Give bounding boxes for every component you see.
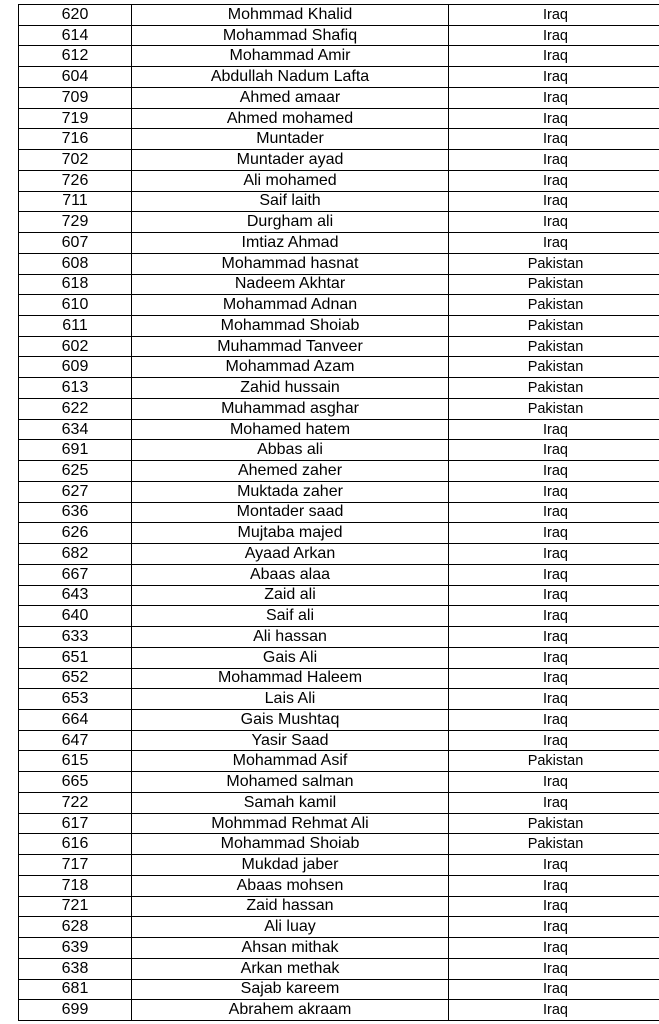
country-cell: Iraq xyxy=(449,419,659,440)
table-row xyxy=(19,917,659,938)
country-cell: Iraq xyxy=(449,150,659,171)
country-cell: Iraq xyxy=(449,440,659,461)
name-cell: Ahsan mithak xyxy=(132,938,449,959)
table-row xyxy=(19,502,659,523)
table-row xyxy=(19,25,659,46)
name-cell: Ahemed zaher xyxy=(132,461,449,482)
id-cell: 608 xyxy=(19,253,132,274)
country-cell: Iraq xyxy=(449,938,659,959)
id-cell: 628 xyxy=(19,917,132,938)
country-cell: Iraq xyxy=(449,25,659,46)
name-cell: Mohammad Amir xyxy=(132,46,449,67)
name-cell: Mohammad Haleem xyxy=(132,668,449,689)
table-row xyxy=(19,274,659,295)
table-row xyxy=(19,5,659,26)
table-row xyxy=(19,627,659,648)
country-cell: Pakistan xyxy=(449,834,659,855)
name-cell: Mujtaba majed xyxy=(132,523,449,544)
country-cell: Iraq xyxy=(449,1000,659,1021)
name-cell: Zahid hussain xyxy=(132,378,449,399)
table-row xyxy=(19,233,659,254)
country-cell: Iraq xyxy=(449,585,659,606)
id-cell: 651 xyxy=(19,647,132,668)
country-cell: Iraq xyxy=(449,191,659,212)
name-cell: Imtiaz Ahmad xyxy=(132,233,449,254)
name-cell: Lais Ali xyxy=(132,689,449,710)
table-row xyxy=(19,730,659,751)
id-cell: 716 xyxy=(19,129,132,150)
name-cell: Ali mohamed xyxy=(132,170,449,191)
id-cell: 633 xyxy=(19,627,132,648)
country-cell: Iraq xyxy=(449,87,659,108)
name-cell: Gais Mushtaq xyxy=(132,709,449,730)
country-cell: Iraq xyxy=(449,917,659,938)
country-cell: Pakistan xyxy=(449,253,659,274)
id-cell: 638 xyxy=(19,958,132,979)
id-cell: 614 xyxy=(19,25,132,46)
country-cell: Iraq xyxy=(449,730,659,751)
table-row xyxy=(19,834,659,855)
country-cell: Iraq xyxy=(449,129,659,150)
id-cell: 643 xyxy=(19,585,132,606)
country-cell: Iraq xyxy=(449,502,659,523)
name-cell: Mohammad Asif xyxy=(132,751,449,772)
country-cell: Pakistan xyxy=(449,336,659,357)
id-cell: 667 xyxy=(19,564,132,585)
table-row xyxy=(19,875,659,896)
name-cell: Ahmed amaar xyxy=(132,87,449,108)
name-cell: Mohamed hatem xyxy=(132,419,449,440)
id-cell: 613 xyxy=(19,378,132,399)
id-cell: 702 xyxy=(19,150,132,171)
table-row xyxy=(19,212,659,233)
country-cell: Iraq xyxy=(449,461,659,482)
table-row xyxy=(19,855,659,876)
id-cell: 612 xyxy=(19,46,132,67)
table-row xyxy=(19,419,659,440)
country-cell: Iraq xyxy=(449,523,659,544)
table-row xyxy=(19,606,659,627)
name-cell: Mohammad Azam xyxy=(132,357,449,378)
name-cell: Abaas alaa xyxy=(132,564,449,585)
table-row xyxy=(19,378,659,399)
id-cell: 620 xyxy=(19,5,132,26)
country-cell: Iraq xyxy=(449,896,659,917)
table-row xyxy=(19,1000,659,1021)
table-row xyxy=(19,896,659,917)
table-row xyxy=(19,813,659,834)
country-cell: Iraq xyxy=(449,170,659,191)
id-cell: 717 xyxy=(19,855,132,876)
id-cell: 682 xyxy=(19,544,132,565)
country-cell: Iraq xyxy=(449,233,659,254)
name-cell: Nadeem Akhtar xyxy=(132,274,449,295)
id-cell: 622 xyxy=(19,398,132,419)
name-cell: Samah kamil xyxy=(132,792,449,813)
id-cell: 609 xyxy=(19,357,132,378)
table-row xyxy=(19,481,659,502)
country-cell: Pakistan xyxy=(449,813,659,834)
id-cell: 611 xyxy=(19,316,132,337)
country-cell: Pakistan xyxy=(449,316,659,337)
id-cell: 718 xyxy=(19,875,132,896)
name-cell: Montader saad xyxy=(132,502,449,523)
name-cell: Abbas ali xyxy=(132,440,449,461)
id-cell: 647 xyxy=(19,730,132,751)
table-row xyxy=(19,316,659,337)
table-row xyxy=(19,357,659,378)
country-cell: Iraq xyxy=(449,108,659,129)
name-cell: Mukdad jaber xyxy=(132,855,449,876)
name-cell: Muhammad asghar xyxy=(132,398,449,419)
name-cell: Ayaad Arkan xyxy=(132,544,449,565)
table-row xyxy=(19,191,659,212)
country-cell: Iraq xyxy=(449,606,659,627)
table-row xyxy=(19,170,659,191)
name-cell: Ali hassan xyxy=(132,627,449,648)
name-cell: Muntader xyxy=(132,129,449,150)
name-cell: Mohammad Shoiab xyxy=(132,316,449,337)
name-cell: Mohammad Shafiq xyxy=(132,25,449,46)
name-cell: Ali luay xyxy=(132,917,449,938)
country-cell: Iraq xyxy=(449,772,659,793)
name-cell: Abaas mohsen xyxy=(132,875,449,896)
table-row xyxy=(19,440,659,461)
country-cell: Iraq xyxy=(449,67,659,88)
country-cell: Iraq xyxy=(449,544,659,565)
table-row xyxy=(19,585,659,606)
country-cell: Pakistan xyxy=(449,378,659,399)
country-cell: Iraq xyxy=(449,792,659,813)
name-cell: Ahmed mohamed xyxy=(132,108,449,129)
name-cell: Muntader ayad xyxy=(132,150,449,171)
country-cell: Iraq xyxy=(449,481,659,502)
table-row xyxy=(19,336,659,357)
name-cell: Mohmmad Rehmat Ali xyxy=(132,813,449,834)
table-row xyxy=(19,129,659,150)
name-cell: Mohammad hasnat xyxy=(132,253,449,274)
country-cell: Iraq xyxy=(449,709,659,730)
id-cell: 618 xyxy=(19,274,132,295)
table-row xyxy=(19,772,659,793)
country-cell: Iraq xyxy=(449,668,659,689)
name-cell: Yasir Saad xyxy=(132,730,449,751)
table-row xyxy=(19,108,659,129)
table-row xyxy=(19,461,659,482)
roster-sheet xyxy=(18,4,659,1021)
id-cell: 640 xyxy=(19,606,132,627)
name-cell: Muktada zaher xyxy=(132,481,449,502)
table-row xyxy=(19,709,659,730)
table-row xyxy=(19,295,659,316)
id-cell: 729 xyxy=(19,212,132,233)
id-cell: 653 xyxy=(19,689,132,710)
name-cell: Mohamed salman xyxy=(132,772,449,793)
table-row xyxy=(19,647,659,668)
name-cell: Muhammad Tanveer xyxy=(132,336,449,357)
id-cell: 626 xyxy=(19,523,132,544)
country-cell: Iraq xyxy=(449,46,659,67)
id-cell: 652 xyxy=(19,668,132,689)
table-row xyxy=(19,938,659,959)
table-row xyxy=(19,792,659,813)
roster-table xyxy=(18,4,659,1021)
name-cell: Mohmmad Khalid xyxy=(132,5,449,26)
country-cell: Pakistan xyxy=(449,751,659,772)
table-row xyxy=(19,67,659,88)
country-cell: Iraq xyxy=(449,627,659,648)
name-cell: Saif ali xyxy=(132,606,449,627)
id-cell: 607 xyxy=(19,233,132,254)
id-cell: 636 xyxy=(19,502,132,523)
country-cell: Iraq xyxy=(449,875,659,896)
name-cell: Abrahem akraam xyxy=(132,1000,449,1021)
table-row xyxy=(19,564,659,585)
id-cell: 604 xyxy=(19,67,132,88)
country-cell: Pakistan xyxy=(449,295,659,316)
country-cell: Pakistan xyxy=(449,357,659,378)
name-cell: Mohammad Adnan xyxy=(132,295,449,316)
id-cell: 627 xyxy=(19,481,132,502)
country-cell: Pakistan xyxy=(449,274,659,295)
id-cell: 709 xyxy=(19,87,132,108)
id-cell: 625 xyxy=(19,461,132,482)
name-cell: Zaid ali xyxy=(132,585,449,606)
roster-table-body xyxy=(19,5,659,1021)
id-cell: 726 xyxy=(19,170,132,191)
table-row xyxy=(19,523,659,544)
name-cell: Durgham ali xyxy=(132,212,449,233)
table-row xyxy=(19,958,659,979)
table-row xyxy=(19,87,659,108)
id-cell: 617 xyxy=(19,813,132,834)
id-cell: 610 xyxy=(19,295,132,316)
table-row xyxy=(19,150,659,171)
id-cell: 615 xyxy=(19,751,132,772)
id-cell: 722 xyxy=(19,792,132,813)
name-cell: Mohammad Shoiab xyxy=(132,834,449,855)
country-cell: Pakistan xyxy=(449,398,659,419)
id-cell: 681 xyxy=(19,979,132,1000)
table-row xyxy=(19,979,659,1000)
name-cell: Zaid hassan xyxy=(132,896,449,917)
id-cell: 665 xyxy=(19,772,132,793)
name-cell: Saif laith xyxy=(132,191,449,212)
country-cell: Iraq xyxy=(449,855,659,876)
id-cell: 634 xyxy=(19,419,132,440)
id-cell: 711 xyxy=(19,191,132,212)
name-cell: Arkan methak xyxy=(132,958,449,979)
id-cell: 721 xyxy=(19,896,132,917)
table-row xyxy=(19,253,659,274)
id-cell: 616 xyxy=(19,834,132,855)
country-cell: Iraq xyxy=(449,979,659,1000)
table-row xyxy=(19,398,659,419)
name-cell: Sajab kareem xyxy=(132,979,449,1000)
table-row xyxy=(19,751,659,772)
table-row xyxy=(19,544,659,565)
table-row xyxy=(19,668,659,689)
country-cell: Iraq xyxy=(449,5,659,26)
id-cell: 639 xyxy=(19,938,132,959)
country-cell: Iraq xyxy=(449,647,659,668)
id-cell: 719 xyxy=(19,108,132,129)
table-row xyxy=(19,46,659,67)
country-cell: Iraq xyxy=(449,958,659,979)
country-cell: Iraq xyxy=(449,212,659,233)
country-cell: Iraq xyxy=(449,689,659,710)
id-cell: 691 xyxy=(19,440,132,461)
id-cell: 664 xyxy=(19,709,132,730)
table-row xyxy=(19,689,659,710)
country-cell: Iraq xyxy=(449,564,659,585)
name-cell: Gais Ali xyxy=(132,647,449,668)
id-cell: 699 xyxy=(19,1000,132,1021)
name-cell: Abdullah Nadum Lafta xyxy=(132,67,449,88)
id-cell: 602 xyxy=(19,336,132,357)
